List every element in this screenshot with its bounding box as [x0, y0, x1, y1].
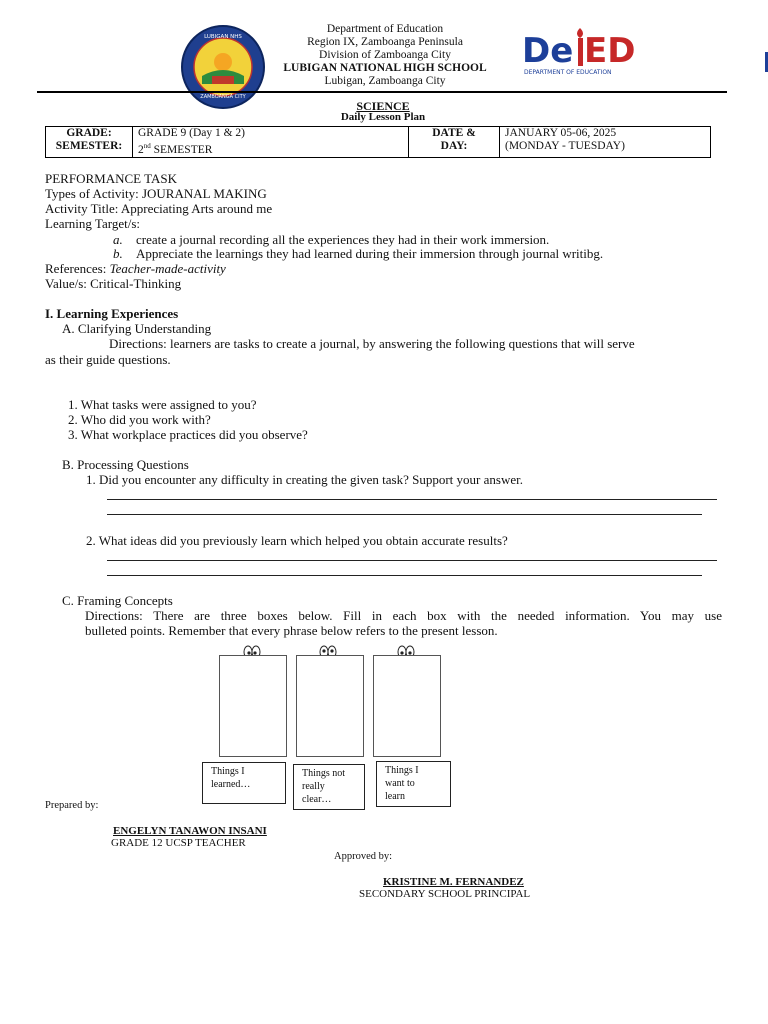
header-divider: [37, 91, 727, 93]
learning-targets-label: Learning Target/s:: [45, 216, 140, 231]
answer-line[interactable]: [107, 514, 702, 515]
approver-name: KRISTINE M. FERNANDEZ: [383, 876, 524, 888]
performance-task-heading: PERFORMANCE TASK: [45, 171, 177, 186]
header-division: Division of Zamboanga City: [319, 49, 451, 61]
label-line: Things I: [211, 766, 245, 777]
framing-directions-1: Directions: There are three boxes below. Fill in each box with the needed information. You may use: [85, 608, 722, 623]
grade-semester-label-cell: [46, 127, 133, 158]
label-line: Things I: [385, 765, 419, 776]
target-a-text: create a journal recording all the experiences they had in their work immersion.: [136, 232, 550, 247]
label-line: really: [302, 781, 325, 792]
activity-types: Types of Activity: JOURANAL MAKING: [45, 186, 267, 201]
target-b-text: Appreciate the learnings they had learned during their immersion through journal writibg.: [136, 246, 604, 261]
answer-line[interactable]: [107, 499, 717, 500]
semester-num: 2: [138, 143, 144, 156]
processing-question-1: 1. Did you encounter any difficulty in creating the given task? Support your answer.: [86, 472, 523, 487]
section-learning-experiences: I. Learning Experiences: [45, 306, 179, 321]
grade-semester-value-cell: [133, 127, 409, 158]
header-region: Region IX, Zamboanga Peninsula: [307, 36, 463, 48]
deped-logo: [520, 26, 636, 78]
preparer-name: ENGELYN TANAWON INSANI: [113, 825, 267, 837]
references-label: References:: [45, 261, 110, 276]
svg-text:ZAMBOANGA CITY: ZAMBOANGA CITY: [200, 94, 246, 100]
answer-line[interactable]: [107, 575, 702, 576]
svg-text:LUBIGAN NHS: LUBIGAN NHS: [204, 34, 242, 40]
semester-label: SEMESTER:: [55, 140, 123, 152]
target-a-marker: a.: [113, 232, 123, 247]
target-b-marker: b.: [113, 246, 123, 261]
grade-label: GRADE:: [66, 127, 112, 139]
answer-line[interactable]: [107, 560, 717, 561]
day-label: DAY:: [440, 140, 468, 152]
lesson-info-table: [45, 126, 711, 158]
subject-title: SCIENCE: [356, 99, 410, 113]
values-line: Value/s: Critical-Thinking: [45, 276, 182, 291]
preparer-title: GRADE 12 UCSP TEACHER: [111, 837, 246, 849]
semester-value-line: [138, 140, 403, 157]
date-label-cell: [409, 127, 500, 158]
header-department: Department of Education: [326, 23, 444, 35]
day-value: (MONDAY - TUESDAY): [505, 140, 625, 152]
references-line: [45, 261, 226, 276]
semester-value: SEMESTER: [150, 143, 213, 156]
learned-box[interactable]: [219, 655, 287, 757]
approver-title: SECONDARY SCHOOL PRINCIPAL: [359, 888, 531, 900]
approved-by-label: Approved by:: [334, 851, 393, 862]
guide-question-3: 3. What workplace practices did you observe?: [68, 427, 308, 442]
references-value: Teacher-made-activity: [109, 261, 226, 276]
guide-question-1: 1. What tasks were assigned to you?: [68, 397, 257, 412]
svg-text:ED: ED: [584, 31, 636, 71]
svg-text:De: De: [522, 31, 574, 71]
label-line: learn: [385, 791, 405, 802]
label-line: Things not: [302, 768, 346, 779]
label-line: clear…: [302, 794, 332, 805]
label-line: learned…: [211, 779, 251, 790]
want-to-learn-box[interactable]: [373, 655, 441, 757]
grade-value: GRADE 9 (Day 1 & 2): [138, 127, 245, 139]
processing-question-2: 2. What ideas did you previously learn which helped you obtain accurate results?: [86, 533, 508, 548]
clarifying-heading: A. Clarifying Understanding: [62, 321, 212, 336]
label-learned: [202, 762, 286, 804]
processing-heading: B. Processing Questions: [62, 457, 189, 472]
guide-question-2: 2. Who did you work with?: [68, 412, 211, 427]
label-want-to-learn: [376, 761, 451, 807]
framing-heading: C. Framing Concepts: [62, 593, 173, 608]
plan-title: Daily Lesson Plan: [340, 111, 426, 123]
framing-directions-2: bulleted points. Remember that every phrase below refers to the present lesson.: [85, 623, 498, 638]
date-value: JANUARY 05-06, 2025: [505, 127, 617, 139]
prepared-by-label: Prepared by:: [45, 800, 99, 811]
label-line: want to: [385, 778, 415, 789]
activity-title: Activity Title: Appreciating Arts around me: [45, 201, 273, 216]
header-address: Lubigan, Zamboanga City: [324, 75, 446, 87]
not-clear-box[interactable]: [296, 655, 364, 757]
semester-sup: nd: [143, 142, 151, 150]
label-not-clear: [293, 764, 365, 810]
date-label: DATE &: [432, 127, 476, 139]
date-value-cell: [500, 127, 711, 158]
header-school-name: LUBIGAN NATIONAL HIGH SCHOOL: [283, 62, 487, 74]
svg-text:DEPARTMENT OF EDUCATION: DEPARTMENT OF EDUCATION: [524, 69, 612, 76]
clarifying-directions-2: as their guide questions.: [45, 352, 171, 367]
clarifying-directions-1: Directions: learners are tasks to create a journal, by answering the following questions that will serve: [109, 336, 635, 351]
